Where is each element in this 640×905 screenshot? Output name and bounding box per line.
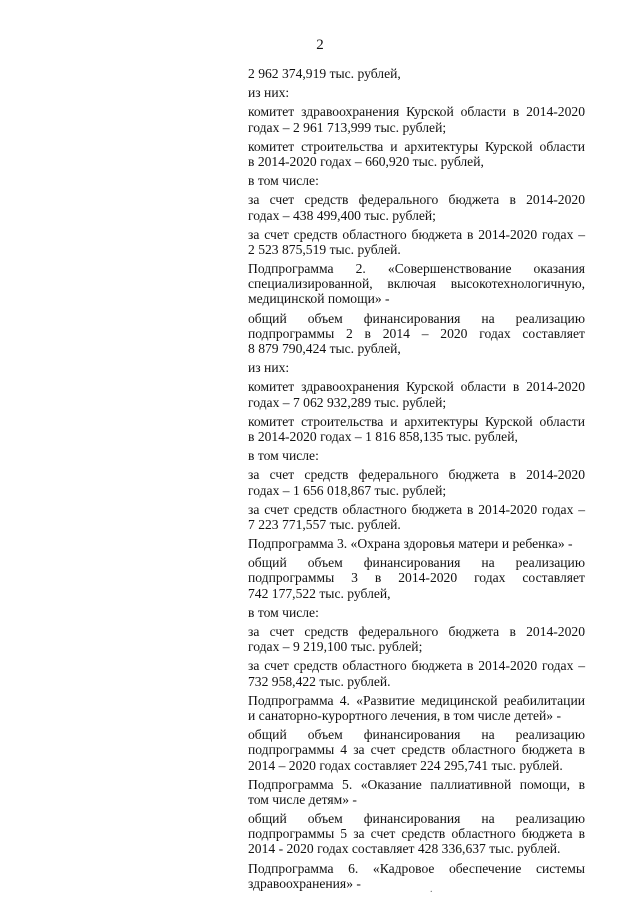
paragraph bbox=[248, 192, 585, 222]
paragraph bbox=[248, 139, 585, 169]
text-line: годах – 7 062 932,289 тыс. рублей; bbox=[248, 394, 447, 410]
paragraph bbox=[248, 777, 585, 807]
text-line: подпрограммы 5 за счет средств областного бюджета в bbox=[248, 826, 585, 842]
paragraph bbox=[248, 727, 585, 773]
text-line: Подпрограмма 2. «Совершенствование оказания bbox=[248, 261, 585, 277]
text-line: из них: bbox=[248, 360, 290, 376]
text-line: общий объем финансирования на реализацию bbox=[248, 555, 585, 571]
text-line: за счет средств федерального бюджета в 2014-2020 bbox=[248, 624, 585, 639]
text-line: общий объем финансирования на реализацию bbox=[248, 811, 585, 827]
text-line: 732 958,422 тыс. рублей. bbox=[248, 673, 391, 689]
paragraph bbox=[248, 311, 585, 357]
text-line: том числе детям» - bbox=[248, 791, 357, 807]
text-line: за счет средств областного бюджета в 2014-2020 годах – bbox=[248, 226, 585, 242]
text-line: 2014 – 2020 годах составляет 224 295,741 тыс. рублей. bbox=[248, 757, 563, 773]
text-line: общий объем финансирования на реализацию bbox=[248, 310, 585, 326]
paragraph bbox=[248, 502, 585, 532]
paragraph bbox=[248, 414, 585, 444]
paragraph bbox=[248, 104, 585, 134]
page-number: 2 bbox=[316, 37, 324, 53]
text-line: в 2014-2020 годах – 660,920 тыс. рублей, bbox=[248, 153, 484, 169]
paragraph bbox=[248, 658, 585, 688]
text-line: 2 962 374,919 тыс. рублей, bbox=[248, 66, 401, 81]
paragraph bbox=[248, 66, 585, 81]
text-line: Подпрограмма 5. «Оказание паллиативной помощи, в bbox=[248, 776, 585, 792]
paragraph bbox=[248, 693, 585, 723]
paragraph bbox=[248, 261, 585, 307]
text-line: специализированной, включая высокотехнологичную, bbox=[248, 276, 585, 292]
text-line: годах – 1 656 018,867 тыс. рублей; bbox=[248, 482, 447, 498]
paragraph bbox=[248, 811, 585, 857]
text-line: из них: bbox=[248, 85, 290, 101]
text-line: в 2014-2020 годах – 1 816 858,135 тыс. рублей, bbox=[248, 428, 518, 444]
paragraph bbox=[248, 85, 585, 100]
text-line: 7 223 771,557 тыс. рублей. bbox=[248, 516, 401, 532]
text-line: за счет средств областного бюджета в 2014-2020 годах – bbox=[248, 658, 585, 674]
text-line: медицинской помощи» - bbox=[248, 291, 390, 307]
paragraph bbox=[248, 379, 585, 409]
text-line: подпрограммы 4 за счет средств областного бюджета в bbox=[248, 742, 585, 758]
text-line: подпрограммы 3 в 2014-2020 годах составляет bbox=[248, 570, 585, 586]
paragraph bbox=[248, 624, 585, 654]
text-line: в том числе: bbox=[248, 173, 319, 189]
text-line: комитет здравоохранения Курской области в 2014-2020 bbox=[248, 379, 585, 395]
text-line: здравоохранения» - bbox=[248, 875, 361, 891]
paragraph bbox=[248, 360, 585, 375]
text-line: в том числе: bbox=[248, 448, 319, 464]
text-line: 742 177,522 тыс. рублей, bbox=[248, 585, 391, 601]
text-line: 8 879 790,424 тыс. рублей, bbox=[248, 341, 401, 356]
text-line: подпрограммы 2 в 2014 – 2020 годах составляет bbox=[248, 325, 585, 341]
text-line: годах – 2 961 713,999 тыс. рублей; bbox=[248, 119, 447, 135]
text-line: 2014 - 2020 годах составляет 428 336,637 тыс. рублей. bbox=[248, 841, 561, 857]
text-line: годах – 438 499,400 тыс. рублей; bbox=[248, 207, 436, 223]
text-line: за счет средств федерального бюджета в 2014-2020 bbox=[248, 192, 585, 208]
text-line: комитет строительства и архитектуры Курской области bbox=[248, 138, 585, 154]
text-line: Подпрограмма 6. «Кадровое обеспечение системы bbox=[248, 860, 585, 876]
text-line: в том числе: bbox=[248, 604, 319, 620]
paragraph bbox=[248, 467, 585, 497]
paragraph bbox=[248, 173, 585, 188]
paragraph bbox=[248, 861, 585, 891]
text-line: за счет средств областного бюджета в 2014-2020 годах – bbox=[248, 501, 585, 517]
paragraph bbox=[248, 555, 585, 601]
text-line: за счет средств федерального бюджета в 2014-2020 bbox=[248, 467, 585, 483]
text-line: комитет здравоохранения Курской области в 2014-2020 bbox=[248, 104, 585, 120]
text-line: Подпрограмма 3. «Охрана здоровья матери и ребенка» - bbox=[248, 536, 573, 552]
text-line: 2 523 875,519 тыс. рублей. bbox=[248, 241, 401, 257]
document-body bbox=[248, 66, 585, 895]
paragraph bbox=[248, 227, 585, 257]
text-line: Подпрограмма 4. «Развитие медицинской реабилитации bbox=[248, 692, 585, 708]
paragraph bbox=[248, 448, 585, 463]
scan-artifact-mark: . bbox=[430, 884, 433, 895]
text-line: общий объем финансирования на реализацию bbox=[248, 727, 585, 743]
text-line: годах – 9 219,100 тыс. рублей; bbox=[248, 639, 423, 655]
paragraph bbox=[248, 536, 585, 551]
text-line: комитет строительства и архитектуры Курской области bbox=[248, 413, 585, 429]
text-line: и санаторно-курортного лечения, в том числе детей» - bbox=[248, 707, 562, 723]
paragraph bbox=[248, 605, 585, 620]
